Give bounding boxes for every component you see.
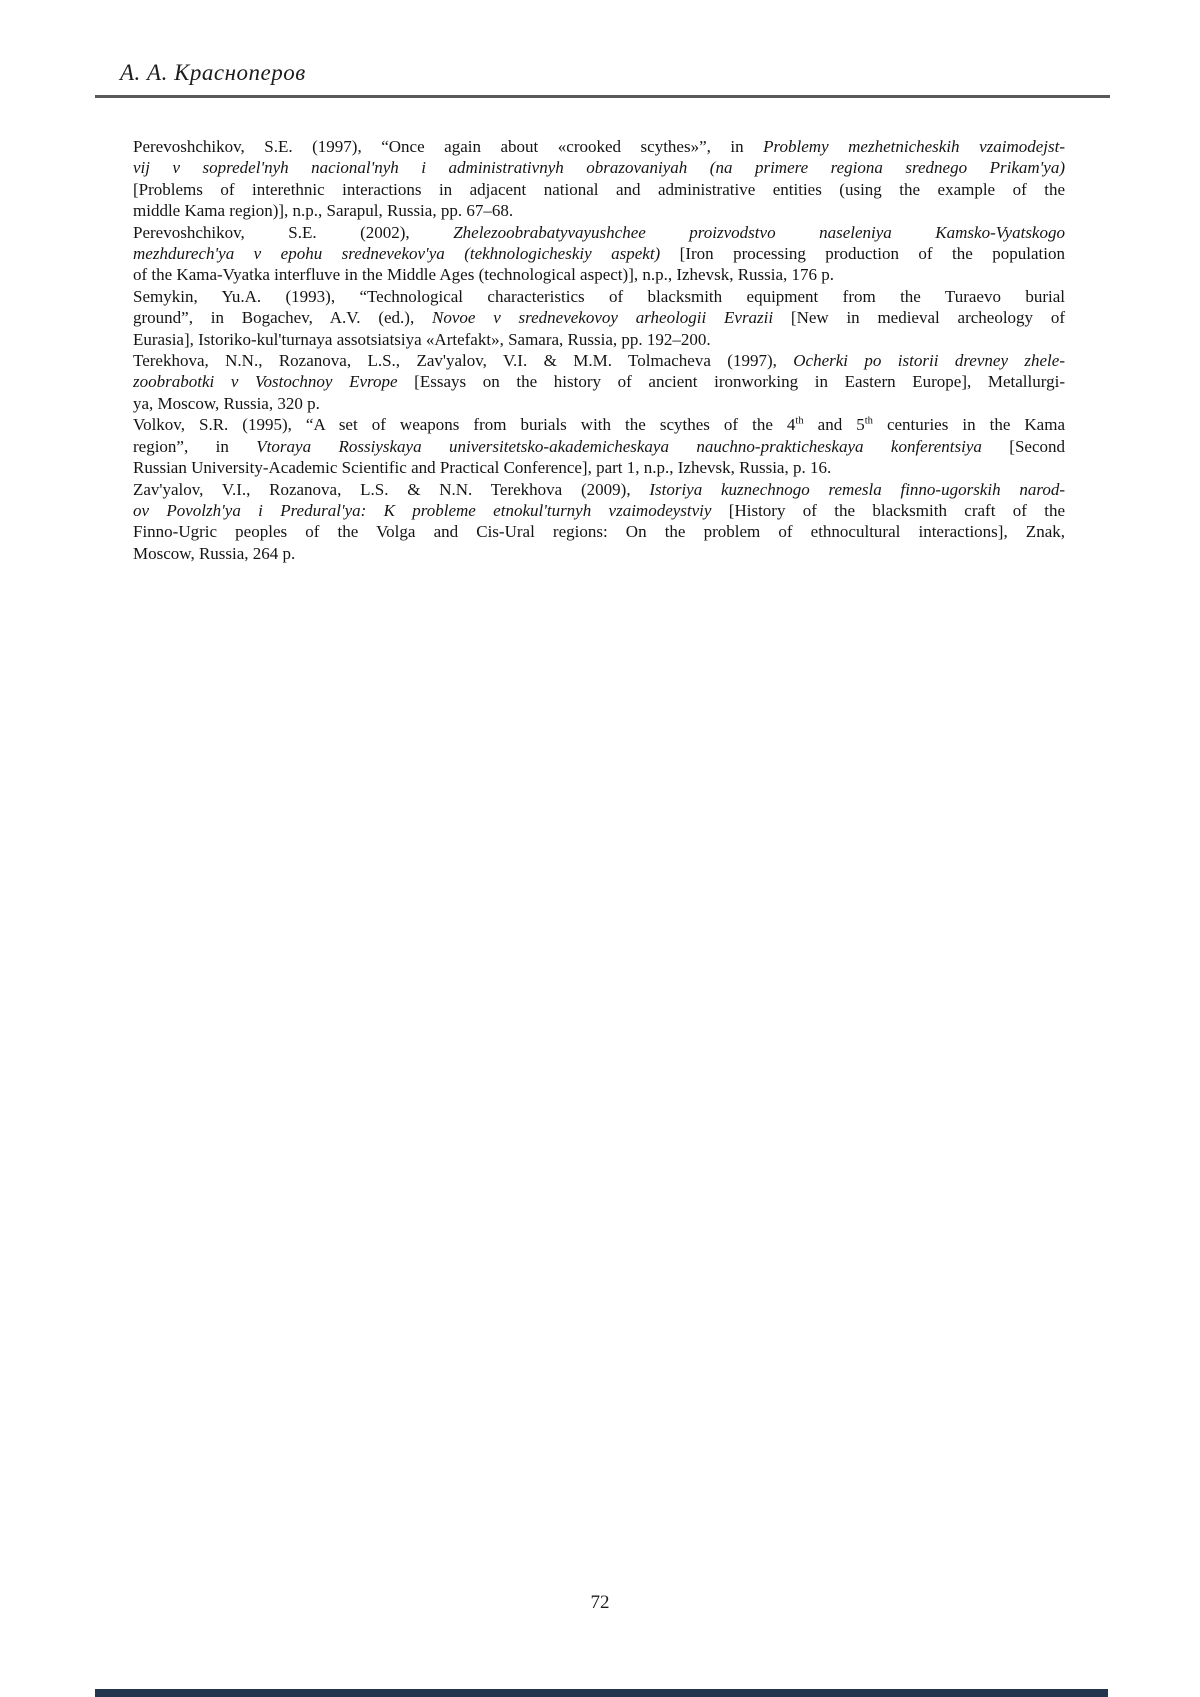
reference-line xyxy=(133,157,1065,178)
reference-text: and 5 xyxy=(803,415,865,435)
reference-line xyxy=(133,371,1065,392)
reference-text: [History of the blacksmith craft of the xyxy=(711,500,1065,520)
reference-line xyxy=(133,521,1065,542)
reference-line xyxy=(133,436,1065,457)
running-head-author: А. А. Красноперов xyxy=(120,60,306,85)
reference-text: of the Kama-Vyatka interfluve in the Middle Ages (technological aspect)], n.p., Izhevsk, Russia, 176 p. xyxy=(133,265,835,285)
reference-text: [Iron processing production of the population xyxy=(660,244,1065,264)
reference-line xyxy=(133,307,1065,328)
reference-line xyxy=(133,243,1065,264)
reference-line xyxy=(133,500,1065,521)
reference-text: Moscow, Russia, 264 p. xyxy=(133,543,296,563)
reference-line xyxy=(133,179,1065,200)
reference-entry xyxy=(133,479,1065,565)
reference-text: ground”, in Bogachev, A.V. (ed.), xyxy=(133,308,432,328)
reference-line xyxy=(133,393,1065,414)
ordinal-superscript: th xyxy=(795,415,804,427)
reference-text: Volkov, S.R. (1995), “A set of weapons from burials with the scythes of the 4 xyxy=(133,415,796,435)
page-number: 72 xyxy=(590,1592,610,1613)
reference-text: [Problems of interethnic interactions in adjacent national and administrative entities (using the example of the xyxy=(133,179,1065,199)
reference-line xyxy=(133,457,1065,478)
reference-text: Perevoshchikov, S.E. (2002), xyxy=(133,222,454,242)
reference-text: ya, Moscow, Russia, 320 p. xyxy=(133,393,320,413)
header-rule xyxy=(95,95,1110,98)
reference-title-italic: Zhelezoobrabatyvayushchee proizvodstvo naseleniya Kamsko-Vyatskogo xyxy=(453,222,1065,242)
reference-line xyxy=(133,200,1065,221)
reference-text: Perevoshchikov, S.E. (1997), “Once again about «crooked scythes»”, in xyxy=(133,137,764,156)
reference-title-italic: mezhdurech'ya v epohu srednevekov'ya (tekhnologicheskiy aspekt) xyxy=(133,244,661,264)
ordinal-superscript: th xyxy=(864,415,873,427)
reference-title-italic: zoobrabotki v Vostochnoy Evrope xyxy=(133,372,398,392)
reference-text: [New in medieval archeology of xyxy=(773,308,1065,328)
reference-text: Zav'yalov, V.I., Rozanova, L.S. & N.N. Terekhova (2009), xyxy=(133,479,650,499)
reference-entry xyxy=(133,222,1065,286)
reference-text: [Essays on the history of ancient ironworking in Eastern Europe], Metallurgi- xyxy=(397,372,1065,392)
reference-line xyxy=(133,329,1065,350)
references-list xyxy=(133,136,1065,564)
reference-title-italic: vij v sopredel'nyh nacional'nyh i administrativnyh obrazovaniyah (na primere regiona srednego Prikam'ya) xyxy=(133,158,1065,178)
reference-line xyxy=(133,543,1065,564)
reference-text: centuries in the Kama xyxy=(872,415,1065,435)
reference-text: Finno-Ugric peoples of the Volga and Cis-Ural regions: On the problem of ethnocultural interactions], Znak, xyxy=(133,522,1065,542)
reference-text: Terekhova, N.N., Rozanova, L.S., Zav'yalov, V.I. & M.M. Tolmacheva (1997), xyxy=(133,351,794,371)
reference-line xyxy=(133,286,1065,307)
reference-line xyxy=(133,264,1065,285)
footer-bar xyxy=(95,1689,1108,1697)
reference-text: Eurasia], Istoriko-kul'turnaya assotsiatsiya «Artefakt», Samara, Russia, pp. 192–200. xyxy=(133,329,711,349)
reference-line xyxy=(133,414,1065,435)
reference-line xyxy=(133,479,1065,500)
reference-entry xyxy=(133,136,1065,222)
reference-text: region”, in xyxy=(133,436,257,456)
reference-title-italic: Ocherki po istorii drevney zhele- xyxy=(793,351,1065,371)
reference-line xyxy=(133,222,1065,243)
reference-entry xyxy=(133,414,1065,478)
reference-text: middle Kama region)], n.p., Sarapul, Russia, pp. 67–68. xyxy=(133,201,514,221)
reference-entry xyxy=(133,350,1065,414)
reference-entry xyxy=(133,286,1065,350)
reference-line xyxy=(133,350,1065,371)
reference-title-italic: Vtoraya Rossiyskaya universitetsko-akademicheskaya nauchno-prakticheskaya konferentsiya xyxy=(256,436,982,456)
reference-text: [Second xyxy=(981,436,1065,456)
reference-text: Russian University-Academic Scientific and Practical Conference], part 1, n.p., Izhevsk, Russia, p. 16. xyxy=(133,458,832,478)
reference-title-italic: Istoriya kuznechnogo remesla finno-ugorskih narod- xyxy=(649,479,1065,499)
reference-title-italic: Novoe v srednevekovoy arheologii Evrazii xyxy=(431,308,774,328)
reference-line xyxy=(133,136,1065,157)
reference-text: Semykin, Yu.A. (1993), “Technological characteristics of blacksmith equipment from the Turaevo burial xyxy=(133,286,1065,306)
reference-title-italic: Problemy mezhetnicheskih vzaimodejst- xyxy=(763,137,1065,156)
reference-title-italic: ov Povolzh'ya i Predural'ya: K probleme etnokul'turnyh vzaimodeystviy xyxy=(133,500,712,520)
